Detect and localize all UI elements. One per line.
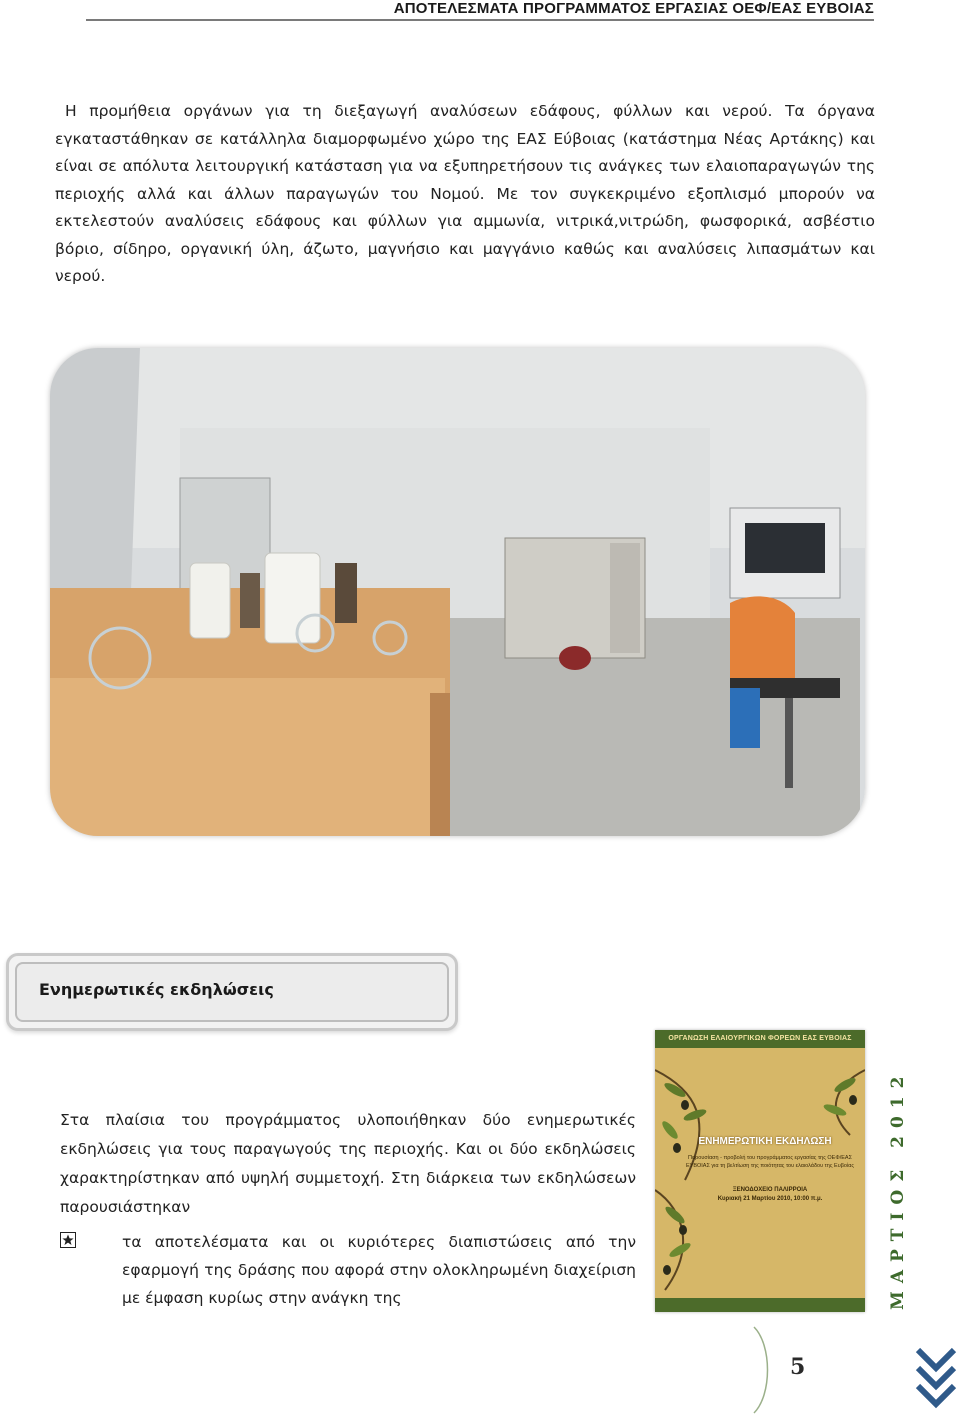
page-number-ornament [752,1325,782,1415]
bullet-item-text: τα αποτελέσματα και οι κυριότερες διαπιστώσεις από την εφαρμογή της δράσης που αφορά στην ολοκληρωμένη διαχείριση με έμφαση κυρίως στην ανάγκη της [122,1233,636,1307]
page-number: 5 [790,1354,806,1380]
lab-photo [50,348,865,836]
poster-venue: ΞΕΝΟΔΟΧΕΙΟ ΠΑΛΙΡΡΟΙΑ [732,1187,808,1193]
section-heading: Ενημερωτικές εκδηλώσεις [39,980,274,999]
event-poster [655,1030,865,1312]
side-date-label: ΜΑΡΤΙΟΣ 2012 [888,1068,908,1310]
poster-subtitle: Παρουσίαση - προβολή του προγράμματος εργασίας της ΟΕΦ/ΕΑΣ ΕΥΒΟΙΑΣ για τη βελτίωση της ποιότητας του ελαιολάδου της Ευβοίας [686,1155,854,1169]
olive-branch-illustration [655,1030,865,1312]
intro-paragraph [55,98,875,291]
poster-date: Κυριακή 21 Μαρτίου 2010, 10:00 π.μ. [717,1196,823,1202]
star-bullet-icon [60,1232,76,1248]
running-header: ΑΠΟΤΕΛΕΣΜΑΤΑ ΠΡΟΓΡΑΜΜΑΤΟΣ ΕΡΓΑΣΙΑΣ ΟΕΦ/ΕΑΣ ΕΥΒΟΙΑΣ [393,0,874,17]
double-chevron-down-icon [914,1346,958,1416]
poster-event-title: ΕΝΗΜΕΡΩΤΙΚΗ ΕΚΔΗΛΩΣΗ [698,1136,832,1147]
events-paragraph: Στα πλαίσια του προγράμματος υλοποιήθηκαν δύο ενημερωτικές εκδηλώσεις για τους παραγωγούς της περιοχής. Και οι δύο εκδηλώσεις χαρακτηρίστηκαν από υψηλή συμμετοχή. Στη διάρκεια των εκδηλώσεων παρουσιάστηκαν [60,1111,636,1216]
poster-top-banner: ΟΡΓΑΝΩΣΗ ΕΛΑΙΟΥΡΓΙΚΩΝ ΦΟΡΕΩΝ ΕΑΣ ΕΥΒΟΙΑΣ [655,1030,865,1048]
header-divider [86,19,874,21]
section-heading-box [6,953,458,1031]
intro-text: Η προμήθεια οργάνων για τη διεξαγωγή αναλύσεων εδάφους, φύλλων και νερού. Τα όργανα εγκαταστάθηκαν σε κατάλληλα διαμορφωμένο χώρο της ΕΑΣ Εύβοιας (κατάστημα Νέας Αρτάκης) και είναι σε απόλυτα λειτουργική κατάσταση για να εξυπηρετήσουν τις ανάγκες των ελαιοπαραγωγών της περιοχής αλλά και άλλων παραγωγών του Νομού. Με τον συγκεκριμένο εξοπλισμό μπορούν να εκτελεστούν αναλύσεις εδάφους και φύλλων για αμμωνία, νιτρικά,νιτρώδη, φωσφορικά, ασβέστιο βόριο, σίδηρο, οργανική ύλη, άζωτο, μαγνήσιο και μαγγάνιο καθώς και αναλύσεις λιπασμάτων και νερού. [55,102,875,285]
